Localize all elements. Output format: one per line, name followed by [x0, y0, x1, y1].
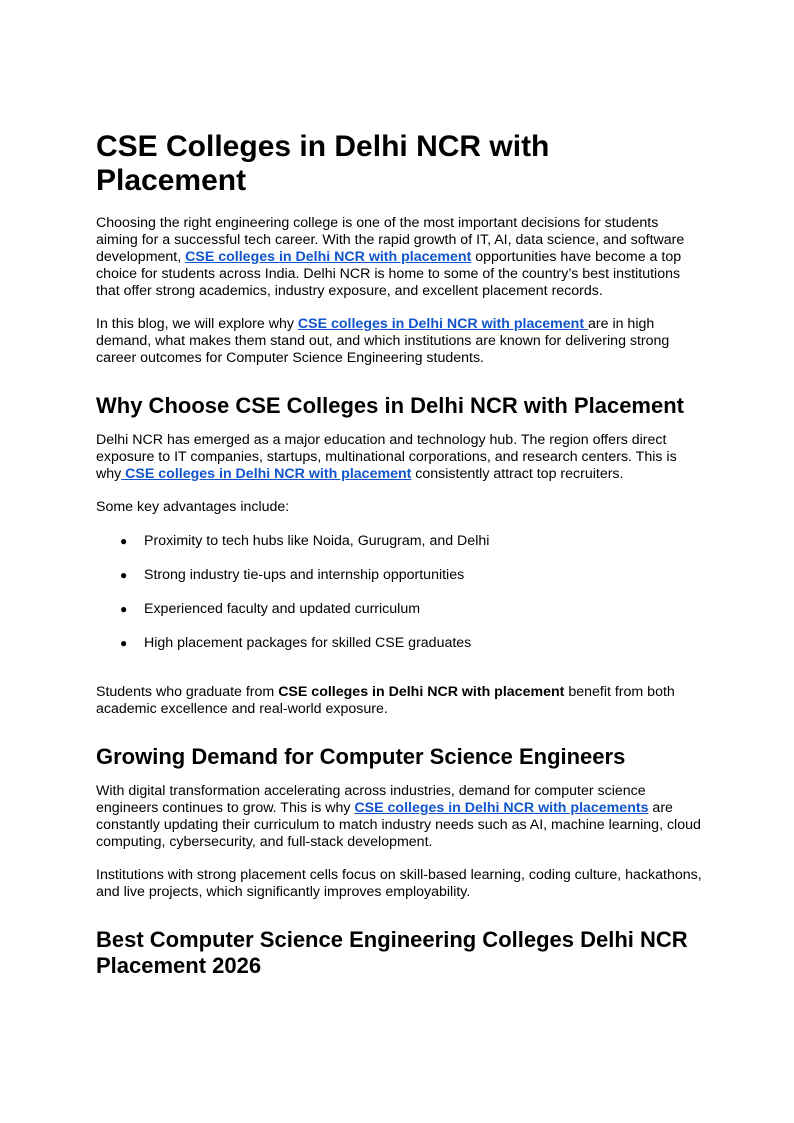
list-item-text: Experienced faculty and updated curriculum	[144, 601, 421, 617]
section1-p3-bold: CSE colleges in Delhi NCR with placement	[278, 684, 565, 700]
section-heading-why-choose: Why Choose CSE Colleges in Delhi NCR with Placement	[96, 393, 684, 418]
list-item	[96, 533, 702, 550]
page-title: CSE Colleges in Delhi NCR with Placement	[96, 130, 550, 197]
section2-p1-text-b: are constantly updating their curriculum to match industry needs such as AI, machine learning, cloud computing, cybersecurity, and full-stack development.	[96, 800, 701, 850]
section2-paragraph-2: Institutions with strong placement cells focus on skill-based learning, coding culture, hackathons, and live projects, which significantly improves employability.	[96, 867, 702, 900]
section2-p1-link[interactable]: CSE colleges in Delhi NCR with placements	[354, 800, 649, 816]
section1-paragraph-1	[96, 432, 702, 483]
section1-p1-text-b: consistently attract top recruiters.	[411, 466, 624, 482]
intro-p2-text-a: In this blog, we will explore why	[96, 316, 298, 332]
intro-p1-text-b: opportunities have become a top choice for students across India. Delhi NCR is home to some of the country’s best institutions that offer strong academics, industry exposure, and excellent placement records.	[96, 249, 682, 299]
advantages-list	[96, 533, 702, 652]
intro-p1-text-a: Choosing the right engineering college is one of the most important decisions for students aiming for a successful tech career. With the rapid growth of IT, AI, data science, and software development,	[96, 215, 685, 265]
list-item	[96, 567, 702, 584]
list-item	[96, 601, 702, 618]
section2-p1-text-a: With digital transformation accelerating across industries, demand for computer science engineers continues to grow. This is why	[96, 783, 646, 816]
list-item-text: Proximity to tech hubs like Noida, Gurugram, and Delhi	[144, 533, 490, 549]
list-item-text: Strong industry tie-ups and internship opportunities	[144, 567, 465, 583]
bullet-icon: ●	[120, 602, 128, 616]
section1-p1-text-a: Delhi NCR has emerged as a major education and technology hub. The region offers direct exposure to IT companies, startups, multinational corporations, and research centers. This is why	[96, 432, 677, 482]
bullet-icon: ●	[120, 534, 128, 548]
section1-p3-text-a: Students who graduate from	[96, 684, 279, 700]
list-item-text: High placement packages for skilled CSE graduates	[144, 635, 472, 651]
intro-paragraph-2	[96, 316, 702, 367]
section1-paragraph-2: Some key advantages include:	[96, 499, 290, 515]
intro-p2-text-b: are in high demand, what makes them stand out, and which institutions are known for delivering strong career outcomes for Computer Science Engineering students.	[96, 316, 670, 366]
document-page	[96, 130, 702, 992]
section1-p3-text-b: benefit from both academic excellence and real-world exposure.	[96, 684, 675, 717]
section-heading-best-colleges: Best Computer Science Engineering Colleges Delhi NCR Placement 2026	[96, 927, 688, 978]
bullet-icon: ●	[120, 568, 128, 582]
section1-p1-link[interactable]: CSE colleges in Delhi NCR with placement	[121, 466, 412, 482]
section2-paragraph-1	[96, 783, 702, 851]
intro-p1-link[interactable]: CSE colleges in Delhi NCR with placement	[185, 249, 472, 265]
list-item	[96, 635, 702, 652]
section-heading-growing-demand: Growing Demand for Computer Science Engineers	[96, 744, 626, 769]
intro-p2-link[interactable]: CSE colleges in Delhi NCR with placement	[297, 316, 588, 332]
bullet-icon: ●	[120, 636, 128, 650]
intro-paragraph-1	[96, 215, 702, 300]
section1-paragraph-3	[96, 684, 702, 718]
